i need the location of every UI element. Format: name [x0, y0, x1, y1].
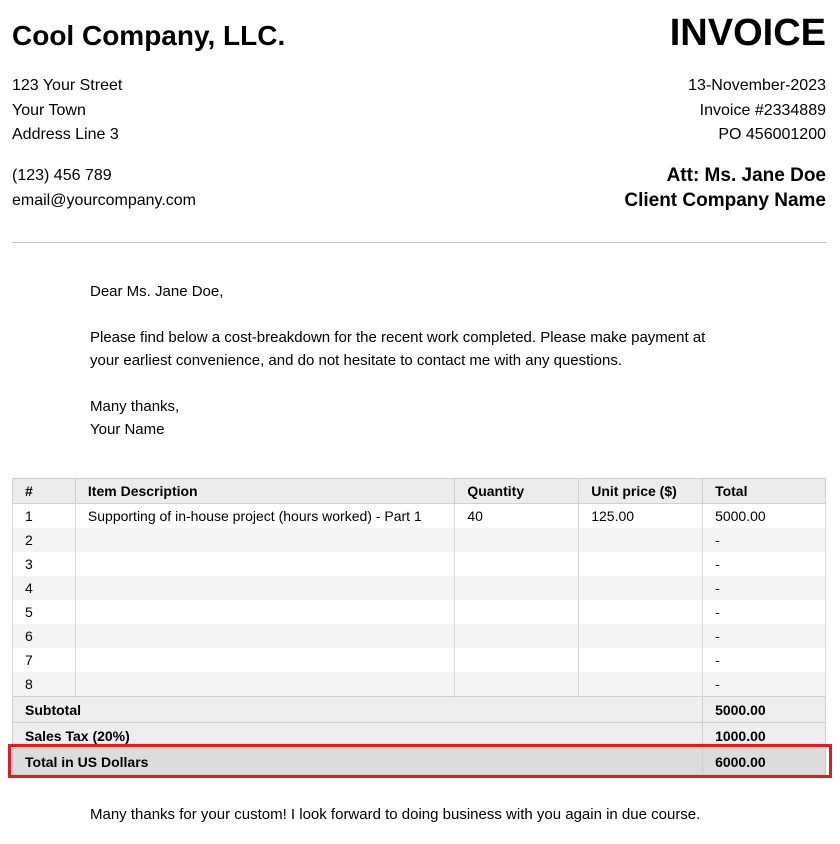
table-row — [13, 504, 826, 529]
col-header-unit-price: Unit price ($) — [579, 479, 703, 504]
cell-description — [75, 576, 454, 600]
table-row — [13, 624, 826, 648]
grand-total-row — [13, 749, 826, 775]
invoice-po: PO 456001200 — [718, 126, 826, 143]
cell-total: - — [703, 648, 826, 672]
cell-description — [75, 528, 454, 552]
cell-total: - — [703, 672, 826, 697]
cell-total: - — [703, 528, 826, 552]
table-row — [13, 600, 826, 624]
cell-total: - — [703, 576, 826, 600]
cell-number: 2 — [13, 528, 76, 552]
table-row — [13, 552, 826, 576]
cell-quantity — [455, 624, 579, 648]
grand-total-label: Total in US Dollars — [13, 749, 703, 775]
cell-number: 4 — [13, 576, 76, 600]
col-header-quantity: Quantity — [455, 479, 579, 504]
cell-quantity: 40 — [455, 504, 579, 529]
table-row — [13, 576, 826, 600]
letter-greeting: Dear Ms. Jane Doe, — [90, 283, 224, 300]
cell-number: 3 — [13, 552, 76, 576]
letter-signature: Your Name — [90, 421, 165, 438]
client-attention: Att: Ms. Jane Doe — [666, 165, 826, 186]
cell-description — [75, 624, 454, 648]
cell-unit-price — [579, 600, 703, 624]
table-row — [13, 648, 826, 672]
cell-unit-price — [579, 648, 703, 672]
cell-description — [75, 600, 454, 624]
client-block — [624, 163, 826, 213]
cell-number: 1 — [13, 504, 76, 529]
col-header-description: Item Description — [75, 479, 454, 504]
cell-total: - — [703, 552, 826, 576]
cover-letter — [90, 280, 770, 441]
cell-description: Supporting of in-house project (hours worked) - Part 1 — [75, 504, 454, 529]
letter-signoff: Many thanks, — [90, 398, 180, 415]
address-line-2: Your Town — [12, 101, 86, 119]
address-line-1: 123 Your Street — [12, 77, 123, 94]
invoice-meta — [688, 74, 826, 148]
cell-quantity — [455, 600, 579, 624]
cell-unit-price: 125.00 — [579, 504, 703, 529]
invoice-title: INVOICE — [669, 12, 826, 54]
letter-body-line-1: Please find below a cost-breakdown for the recent work completed. Please make payment at — [90, 329, 706, 346]
company-address — [12, 74, 122, 148]
cell-unit-price — [579, 672, 703, 697]
subtotal-row — [13, 697, 826, 723]
table-header-row — [13, 479, 826, 504]
cell-unit-price — [579, 576, 703, 600]
cell-quantity — [455, 648, 579, 672]
grand-total-value: 6000.00 — [703, 749, 826, 775]
col-header-total: Total — [703, 479, 826, 504]
company-email: email@yourcompany.com — [12, 191, 197, 209]
table-row — [13, 672, 826, 697]
company-contact — [12, 164, 196, 213]
cell-unit-price — [579, 552, 703, 576]
cell-total: - — [703, 624, 826, 648]
cell-quantity — [455, 552, 579, 576]
col-header-number: # — [13, 479, 76, 504]
tax-label: Sales Tax (20%) — [13, 723, 703, 749]
cell-total: - — [703, 600, 826, 624]
invoice-number: Invoice #2334889 — [699, 101, 826, 119]
cell-description — [75, 648, 454, 672]
cell-total: 5000.00 — [703, 504, 826, 529]
table-row — [13, 528, 826, 552]
subtotal-value: 5000.00 — [703, 697, 826, 723]
cell-unit-price — [579, 624, 703, 648]
cell-quantity — [455, 528, 579, 552]
closing-note: Many thanks for your custom! I look forward to doing business with you again in due course. — [90, 806, 701, 823]
invoice-date: 13-November-2023 — [688, 77, 826, 94]
tax-value: 1000.00 — [703, 723, 826, 749]
cell-description — [75, 552, 454, 576]
cell-quantity — [455, 672, 579, 697]
address-line-3: Address Line 3 — [12, 126, 119, 143]
company-name: Cool Company, LLC. — [12, 20, 286, 51]
tax-row — [13, 723, 826, 749]
cell-number: 5 — [13, 600, 76, 624]
company-phone: (123) 456 789 — [12, 167, 112, 184]
cell-number: 6 — [13, 624, 76, 648]
cell-quantity — [455, 576, 579, 600]
client-company: Client Company Name — [624, 190, 826, 211]
cell-number: 8 — [13, 672, 76, 697]
cell-unit-price — [579, 528, 703, 552]
header-divider — [12, 242, 827, 243]
items-table — [12, 478, 826, 775]
subtotal-label: Subtotal — [13, 697, 703, 723]
letter-body-line-2: your earliest convenience, and do not hesitate to contact me with any questions. — [90, 352, 622, 369]
cell-number: 7 — [13, 648, 76, 672]
cell-description — [75, 672, 454, 697]
